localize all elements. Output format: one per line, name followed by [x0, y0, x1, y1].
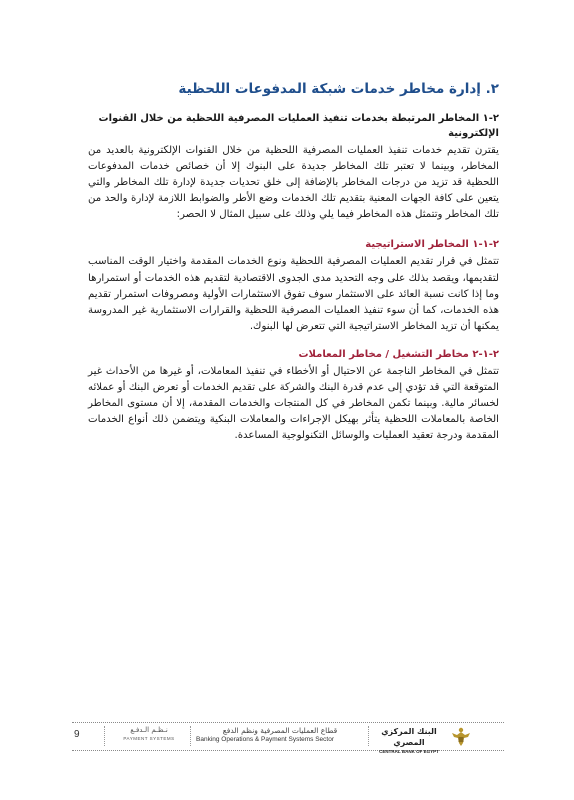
payment-systems-logo	[112, 726, 186, 742]
footer-separator	[104, 726, 105, 746]
strategic-risks-heading: ٢-١-١ المخاطر الاستراتيجية	[365, 239, 499, 251]
payment-systems-arabic: نـظـم الـدفـع	[130, 726, 168, 734]
central-bank-english: CENTRAL BANK OF EGYPT	[379, 749, 439, 754]
page-content	[88, 80, 499, 444]
footer-top-divider	[72, 722, 504, 723]
eagle-emblem-icon	[450, 726, 472, 748]
page-footer	[72, 722, 504, 752]
footer-separator	[368, 726, 369, 746]
sector-name-english: Banking Operations & Payment Systems Sector	[196, 736, 335, 743]
page-number: 9	[74, 729, 80, 740]
operational-risks-heading: ٢-١-٢ مخاطر التشغيل / مخاطر المعاملات	[298, 348, 499, 360]
central-bank-logo	[372, 725, 482, 754]
central-bank-arabic: البنك المركزي المصري	[381, 727, 437, 747]
operational-risks-paragraph: تتمثل في المخاطر الناجمة عن الاحتيال أو الأخطاء في تنفيذ المعاملات، أو غيرها من الأحداث غير المتوقعة التي قد تؤدي إلى عدم قدرة البنك والشركة على تقديم الخدمات أو تعرض البنك أو عملائه لخسائر مالية. وبينما تكمن المخاطر في كل المنتجات والخدمات المقدمة، إلا أن مستوى المخاطر الخاصة بالمعاملات اللحظية يتأثر بهيكل الإجراءات والمعاملات البنكية ويتضمن ذلك أنواع الخدمات المقدمة ودرجة تعقيد العمليات والوسائل التكنولوجية المساعدة.	[88, 365, 499, 442]
sector-name-arabic: قطاع العمليات المصرفية ونظم الدفع	[222, 726, 338, 735]
subsection-paragraph: يقترن تقديم خدمات تنفيذ العمليات المصرفية اللحظية من خلال القنوات الإلكترونية بالعديد من المخاطر، وبينما لا تعتبر تلك المخاطر جديدة على البنوك إلا أن خصائص خدمات المدفوعات اللحظية قد تزيد من درجات المخاطر بالإضافة إلى خلق تحديات جديدة لإدارة تلك المخاطر والتي يتعين على كافة الجهات المعنية بتقديم تلك الخدمات وضع الأطر والضوابط اللازمة لإدارة والحد من تلك المخاطر وتتمثل هذه المخاطر فيما يلي وذلك على سبيل المثال لا الحصر:	[88, 145, 499, 221]
strategic-risks-paragraph: تتمثل في قرار تقديم العمليات المصرفية اللحظية ونوع الخدمات المقدمة واختيار الوقت المناسب لتقديمها، ويقصد بذلك على وجه التحديد مدى الجدوى الاقتصادية لتقديم هذه الخدمات أو استمرارها وما إذا كانت نسبة العائد على الاستثمار سوف تفوق الاستثمارات الأولية ومصروفات استمرار تقديم هذه الخدمات، كما أن سوء تنفيذ العمليات المصرفية اللحظية والقرارات الاستثمارية غير المدروسة يمكنها أن تزيد المخاطر الاستراتيجية التي تتعرض لها البنوك.	[88, 256, 499, 332]
sector-name	[196, 726, 364, 745]
footer-separator	[190, 726, 191, 746]
payment-systems-english: PAYMENT SYSTEMS	[123, 736, 175, 741]
subsection-heading: ٢-١ المخاطر المرتبطة بخدمات تنفيذ العمليات المصرفية اللحظية من خلال القنوات الإلكترونية	[98, 113, 499, 139]
section-title: ٢. إدارة مخاطر خدمات شبكة المدفوعات اللحظية	[178, 81, 499, 97]
